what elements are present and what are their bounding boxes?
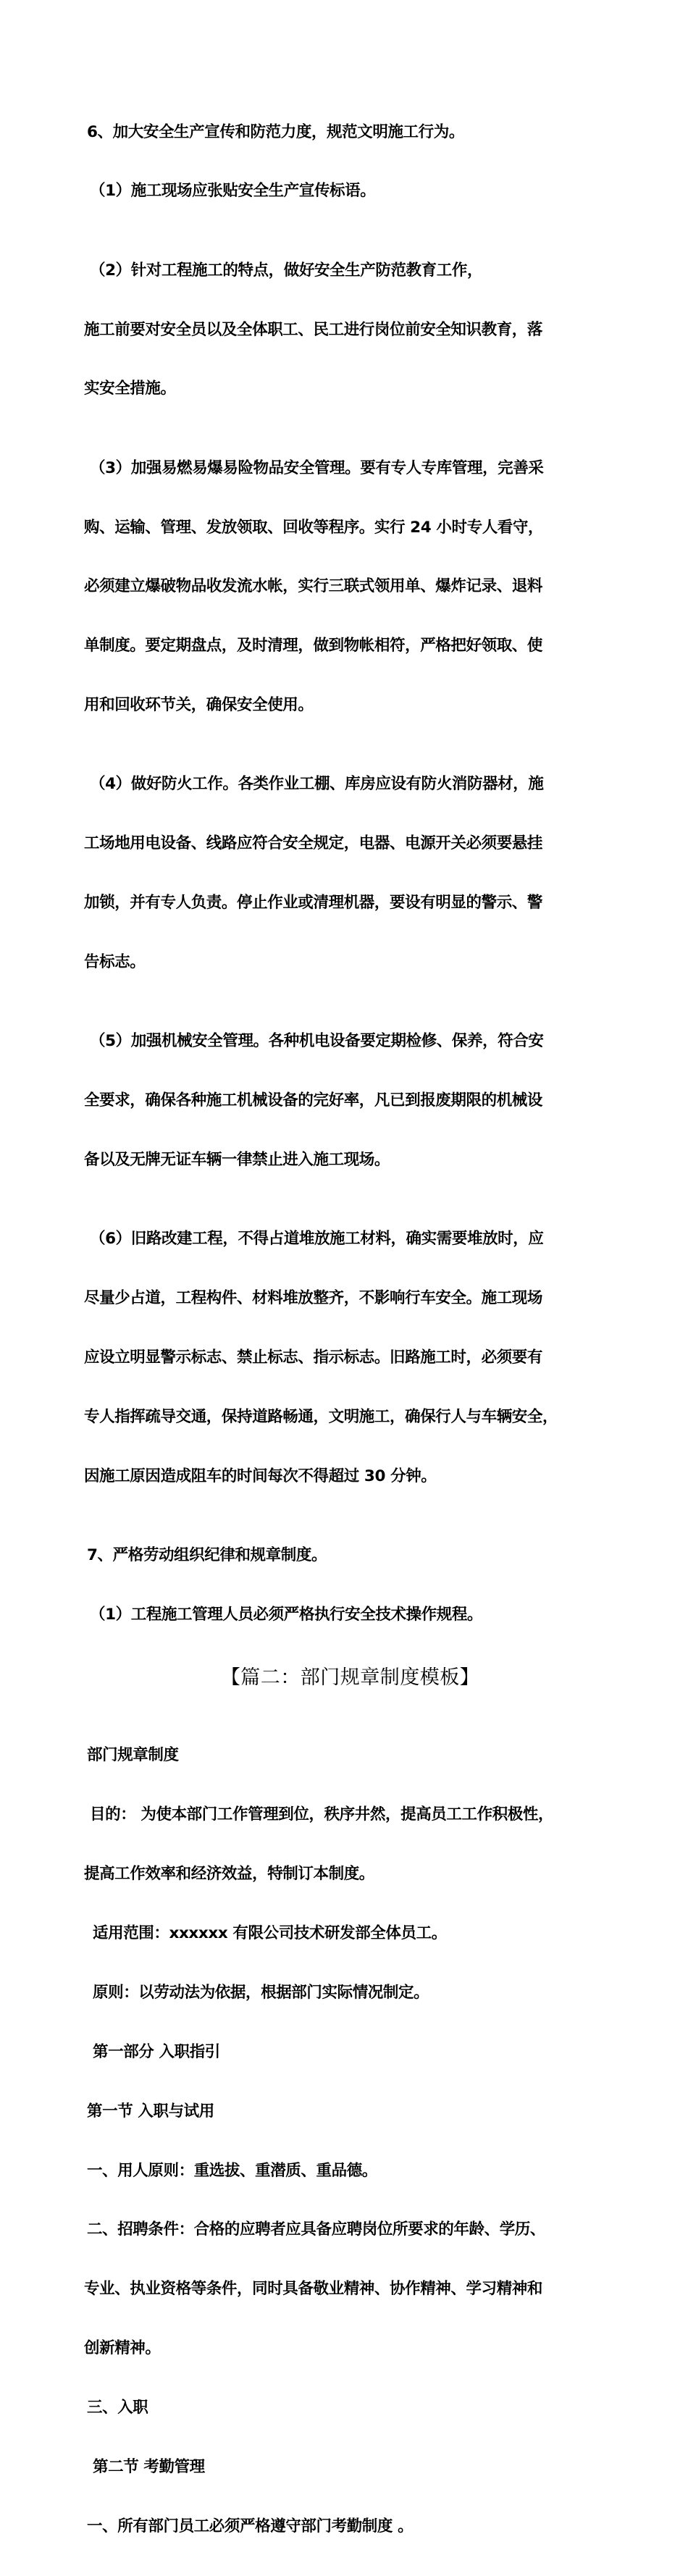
item-6-5-line: 备以及无牌无证车辆一律禁止进入施工现场。: [84, 1151, 390, 1170]
item-6-6-line: 应设立明显警示标志、禁止标志、指示标志。旧路施工时，必须要有: [84, 1348, 543, 1367]
purpose-line: 目的： 为使本部门工作管理到位，秩序井然，提高员工工作积极性，: [90, 1805, 554, 1824]
recruit-line: 专业、执业资格等条件，同时具备敬业精神、协作精神、学习精神和: [84, 2280, 543, 2299]
item-6-4-line: （4）做好防火工作。各类作业工棚、库房应设有防火消防器材，施: [90, 775, 544, 794]
hire-principle: 一、用人原则：重选拔、重潜质、重品德。: [87, 2161, 377, 2180]
item-6-3-line: （3）加强易燃易爆易险物品安全管理。要有专人专库管理，完善采: [90, 458, 544, 477]
item-6-4-line: 告标志。: [84, 953, 146, 972]
item-6-3-line: 购、运输、管理、发放领取、回收等程序。实行 24 小时专人看守，: [84, 518, 544, 537]
section-one-heading: 第一节 入职与试用: [87, 2102, 214, 2120]
item-6-5-line: （5）加强机械安全管理。各种机电设备要定期检修、保养，符合安: [90, 1032, 544, 1051]
item-6-6-line: 尽量少占道，工程构件、材料堆放整齐，不影响行车安全。施工现场: [84, 1289, 543, 1308]
item-6-6-line: 因施工原因造成阻车的时间每次不得超过 30 分钟。: [84, 1467, 437, 1485]
department-rules-section: [84, 1706, 616, 2576]
item-6-3-line: 必须建立爆破物品收发流水帐，实行三联式领用单、爆炸记录、退料: [84, 577, 543, 596]
item-6-2-line: 实安全措施。: [84, 379, 176, 398]
article-two-heading: 【篇二：部门规章制度模板】: [220, 1666, 480, 1689]
item-7-title: 7、严格劳动组织纪律和规章制度。: [87, 1545, 327, 1564]
item-7-1: （1）工程施工管理人员必须严格执行安全技术操作规程。: [90, 1605, 483, 1624]
item-6-4-line: 工场地用电设备、线路应符合安全规定，电器、电源开关必须要悬挂: [84, 834, 543, 853]
principle: 原则：以劳动法为依据，根据部门实际情况制定。: [93, 1983, 429, 2002]
item-6-6-line: 专人指挥疏导交通，保持道路畅通，文明施工，确保行人与车辆安全，: [84, 1407, 558, 1426]
item-6-3-line: 用和回收环节关，确保安全使用。: [84, 696, 314, 715]
item-6-title: 6、加大安全生产宣传和防范力度，规范文明施工行为。: [87, 122, 464, 141]
item-6-2-line: （2）针对工程施工的特点，做好安全生产防范教育工作，: [90, 261, 483, 280]
document-body: [84, 83, 616, 2576]
item-6-2-line: 施工前要对安全员以及全体职工、民工进行岗位前安全知识教育，落: [84, 320, 543, 339]
safety-section: [84, 83, 616, 1664]
item-6-6-line: （6）旧路改建工程，不得占道堆放施工材料，确实需要堆放时，应: [90, 1230, 544, 1249]
rules-title: 部门规章制度: [87, 1746, 179, 1765]
item-6-4-line: 加锁，并有专人负责。停止作业或清理机器，要设有明显的警示、警: [84, 894, 543, 912]
onboard-heading: 三、入职: [87, 2399, 148, 2417]
purpose-line: 提高工作效率和经济效益，特制订本制度。: [84, 1865, 374, 1884]
part-one-heading: 第一部分 入职指引: [93, 2042, 220, 2061]
scope: 适用范围：xxxxxx 有限公司技术研发部全体员工。: [93, 1924, 447, 1943]
recruit-line: 二、招聘条件：合格的应聘者应具备应聘岗位所要求的年龄、学历、: [87, 2220, 546, 2239]
recruit-line: 创新精神。: [84, 2339, 161, 2358]
section-two-heading: 第二节 考勤管理: [93, 2458, 205, 2477]
item-6-1: （1）施工现场应张贴安全生产宣传标语。: [90, 182, 376, 201]
item-6-5-line: 全要求，确保各种施工机械设备的完好率，凡已到报废期限的机械设: [84, 1091, 543, 1110]
attendance-rule: 一、所有部门员工必须严格遵守部门考勤制度 。: [87, 2517, 414, 2535]
item-6-3-line: 单制度。要定期盘点，及时清理，做到物帐相符，严格把好领取、使: [84, 637, 543, 655]
